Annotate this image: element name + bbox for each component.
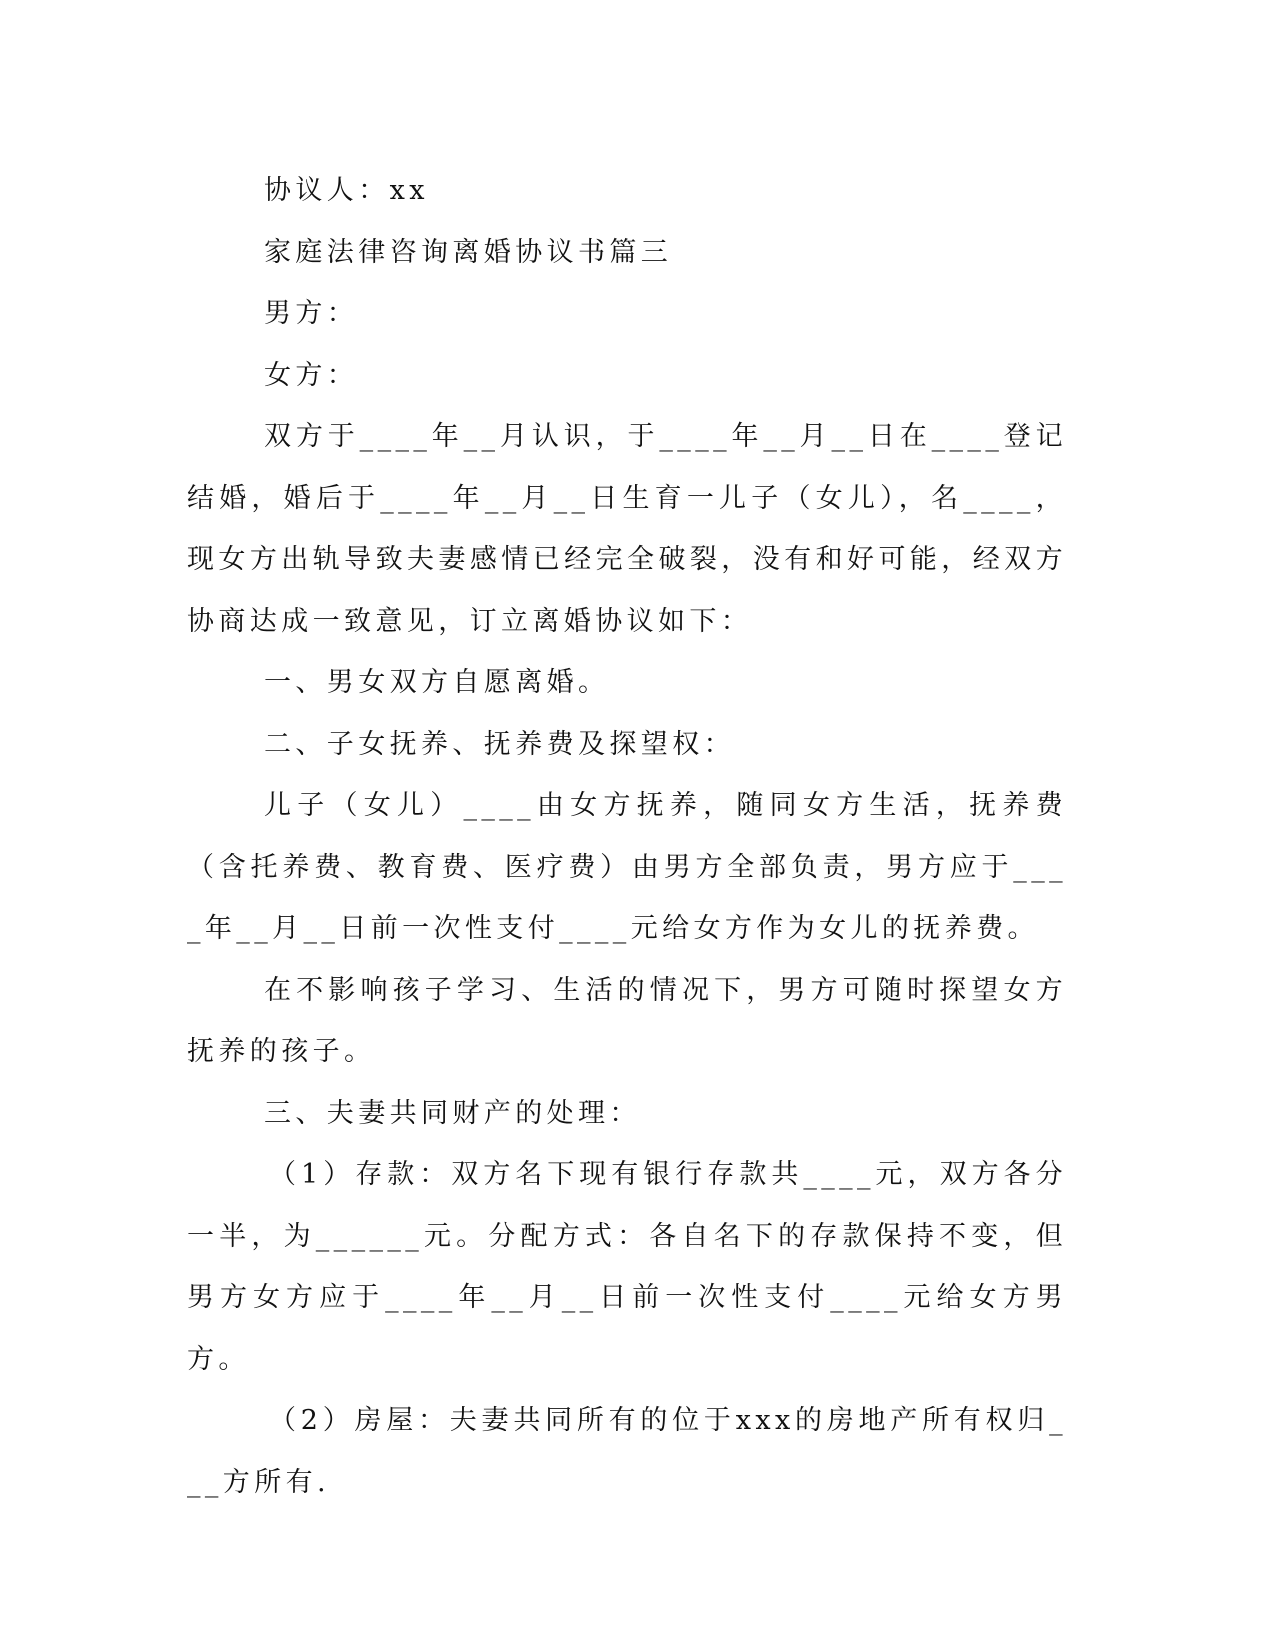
male-party-line: 男方：	[264, 298, 359, 329]
clause-1: 一、男女双方自愿离婚。	[264, 667, 610, 698]
clause-2: 二、子女抚养、抚养费及探望权：	[264, 728, 735, 760]
clause-3: 三、夫妻共同财产的处理：	[264, 1097, 641, 1129]
intro-paragraph: 双方于____年__月认识，于____年__月__日在____登记结婚，婚后于____年__月__日生育一儿子（女儿），名____，现女方出轨导致夫妻感情已经完全破裂，没有和好可能，经双方协商达成一致意见，订立离婚协议如下：	[187, 421, 1067, 637]
document-body	[187, 160, 1067, 1513]
house-paragraph: （2）房屋：夫妻共同所有的位于xxx的房地产所有权归___方所有.	[187, 1405, 1067, 1498]
visitation-paragraph: 在不影响孩子学习、生活的情况下，男方可随时探望女方抚养的孩子。	[187, 974, 1067, 1067]
deposits-paragraph: （1）存款：双方名下现有银行存款共____元，双方各分一半，为______元。分配方式：各自名下的存款保持不变，但男方女方应于____年__月__日前一次性支付____元给女方男方。	[187, 1159, 1067, 1375]
female-party-line: 女方：	[264, 359, 359, 391]
custody-paragraph: 儿子（女儿）____由女方抚养，随同女方生活，抚养费（含托养费、教育费、医疗费）由男方全部负责，男方应于____年__月__日前一次性支付____元给女方作为女儿的抚养费。	[187, 790, 1067, 944]
signer-line: 协议人：xx	[264, 175, 429, 206]
section-title: 家庭法律咨询离婚协议书篇三	[264, 236, 673, 268]
